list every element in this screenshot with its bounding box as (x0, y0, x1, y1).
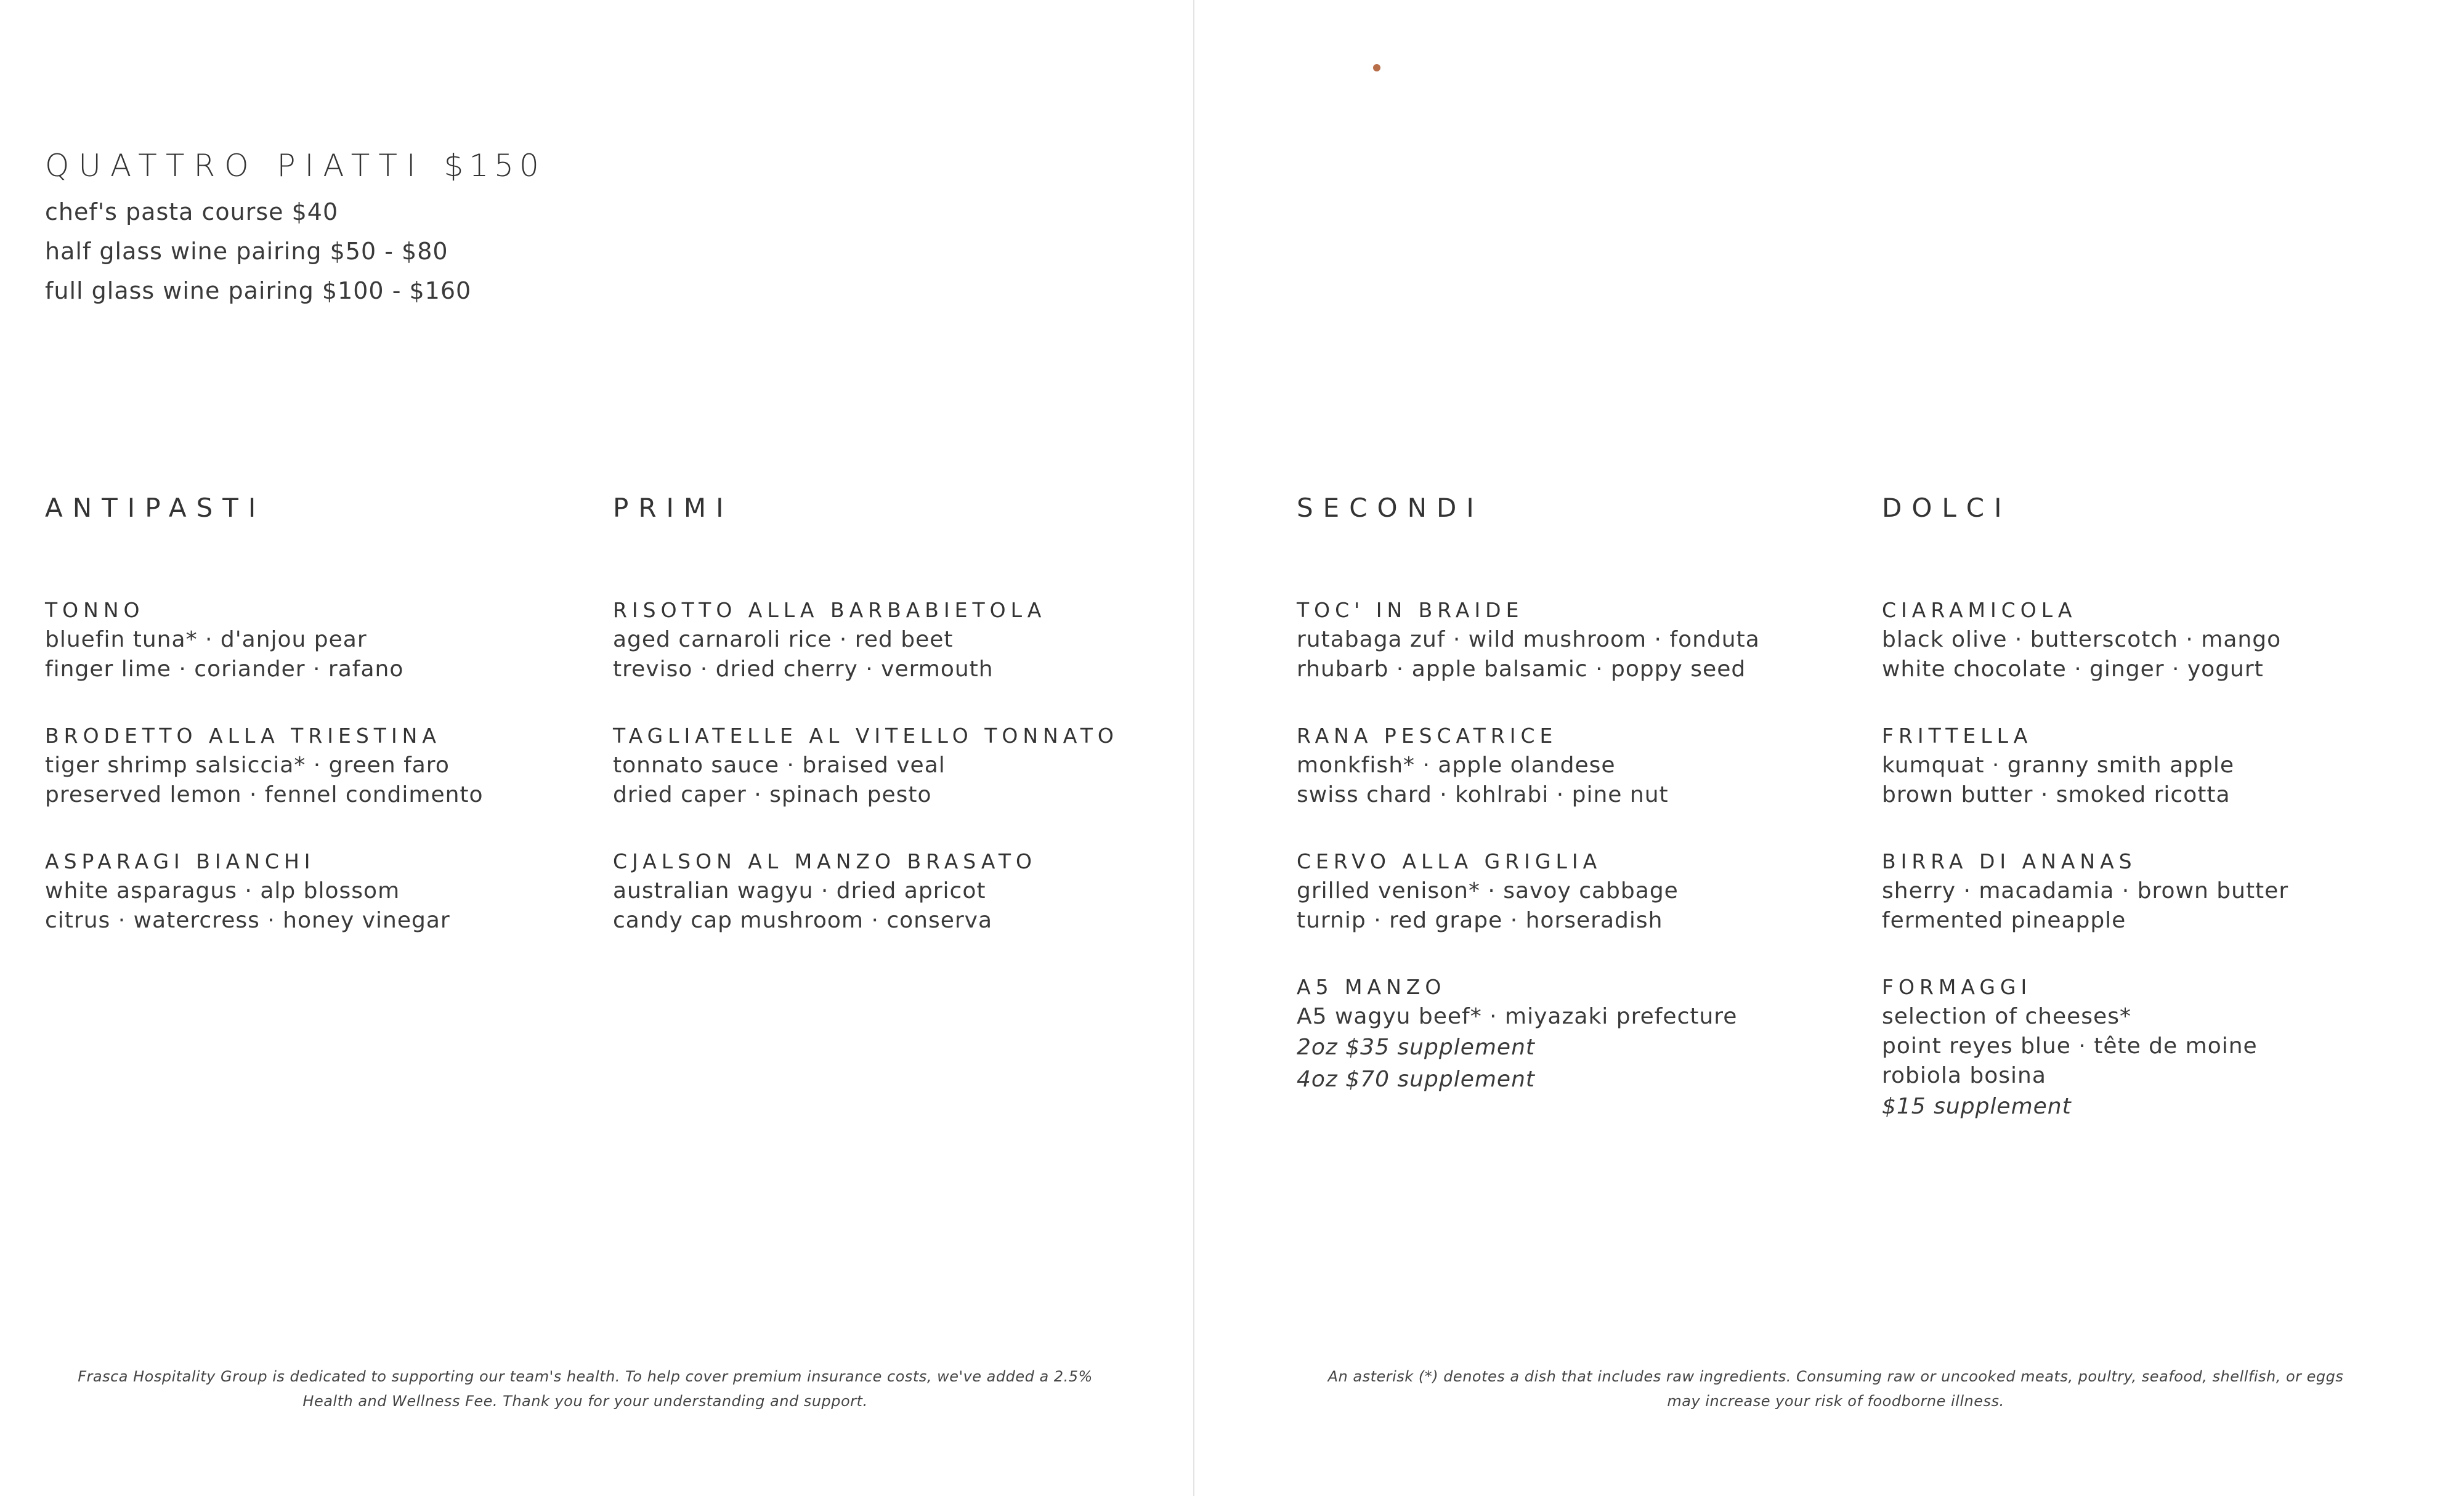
dish-description: bluefin tuna* · d'anjou pear (45, 627, 367, 652)
dish-name: RANA PESCATRICE (1297, 724, 1558, 748)
dish-description: fermented pineapple (1882, 908, 2126, 933)
footer-line: An asterisk (*) denotes a dish that includes raw ingredients. Consuming raw or uncooked meats, poultry, seafood, shellfish, or eggs (1327, 1368, 2344, 1385)
dish-description: monkfish* · apple olandese (1297, 753, 1616, 778)
footer-line: Health and Wellness Fee. Thank you for your understanding and support. (302, 1393, 868, 1410)
dish-description: A5 wagyu beef* · miyazaki prefecture (1297, 1004, 1738, 1029)
dish-description: white chocolate · ginger · yogurt (1882, 657, 2264, 682)
dish (45, 721, 599, 810)
dish-description: grilled venison* · savoy cabbage (1297, 878, 1679, 904)
dish-description: selection of cheeses* (1882, 1004, 2131, 1029)
dish (1882, 847, 2436, 936)
dish-name: A5 MANZO (1297, 975, 1446, 999)
dish (45, 596, 599, 684)
dish-description: sherry · macadamia · brown butter (1882, 878, 2289, 904)
dish-description: turnip · red grape · horseradish (1297, 908, 1663, 933)
dish-description: rhubarb · apple balsamic · poppy seed (1297, 657, 1746, 682)
dish-supplement: $15 supplement (1882, 1094, 2072, 1119)
dish (613, 596, 1167, 684)
section-title: SECONDI (1297, 493, 1484, 523)
footer-raw-food-notice (1269, 1364, 2402, 1413)
dish-description: robiola bosina (1882, 1063, 2046, 1088)
dish-description: treviso · dried cherry · vermouth (613, 657, 994, 682)
dish-description: finger lime · coriander · rafano (45, 657, 404, 682)
dish-description: white asparagus · alp blossom (45, 878, 400, 904)
dish-description: dried caper · spinach pesto (613, 782, 932, 807)
dish-supplement: 2oz $35 supplement (1297, 1035, 1535, 1060)
section-secondi (1297, 493, 1851, 1133)
page-fold-divider (1193, 0, 1194, 1496)
dish-name: FRITTELLA (1882, 724, 2033, 748)
dish-description: preserved lemon · fennel condimento (45, 782, 484, 807)
dish (1882, 972, 2436, 1123)
dish-name: TONNO (45, 598, 145, 622)
addon-item: chef's pasta course $40 (45, 198, 339, 225)
section-dolci (1882, 493, 2436, 1160)
menu-title-text: QUATTRO PIATTI (45, 148, 425, 184)
dish-description: swiss chard · kohlrabi · pine nut (1297, 782, 1669, 807)
dish-name: CERVO ALLA GRIGLIA (1297, 849, 1602, 873)
dish-description: kumquat · granny smith apple (1882, 753, 2235, 778)
dish-description: aged carnaroli rice · red beet (613, 627, 954, 652)
dish (1297, 847, 1851, 936)
dish-name: BRODETTO ALLA TRIESTINA (45, 724, 441, 748)
dish (1297, 972, 1851, 1096)
dish-name: FORMAGGI (1882, 975, 2032, 999)
dish (1882, 721, 2436, 810)
section-primi (613, 493, 1167, 972)
paper-speck (1373, 64, 1380, 71)
dish-description: brown butter · smoked ricotta (1882, 782, 2231, 807)
menu-header (45, 148, 545, 310)
section-title: PRIMI (613, 493, 734, 523)
dish-description: point reyes blue · tête de moine (1882, 1033, 2258, 1059)
section-antipasti (45, 493, 599, 972)
dish-name: TAGLIATELLE AL VITELLO TONNATO (613, 724, 1119, 748)
dish-description: tonnato sauce · braised veal (613, 753, 946, 778)
dish (1882, 596, 2436, 684)
dish-name: BIRRA DI ANANAS (1882, 849, 2137, 873)
dish-name: CIARAMICOLA (1882, 598, 2077, 622)
dish-description: citrus · watercress · honey vinegar (45, 908, 450, 933)
dish-supplement: 4oz $70 supplement (1297, 1067, 1535, 1092)
dish-description: tiger shrimp salsiccia* · green faro (45, 753, 450, 778)
dish-description: candy cap mushroom · conserva (613, 908, 993, 933)
addon-item: half glass wine pairing $50 - $80 (45, 238, 448, 265)
section-title: DOLCI (1882, 493, 2012, 523)
addon-item: full glass wine pairing $100 - $160 (45, 277, 472, 304)
dish-description: rutabaga zuf · wild mushroom · fonduta (1297, 627, 1760, 652)
menu-title (45, 148, 545, 184)
dish-description: black olive · butterscotch · mango (1882, 627, 2282, 652)
footer-wellness-note (37, 1364, 1133, 1413)
footer-line: Frasca Hospitality Group is dedicated to supporting our team's health. To help cover premium insurance costs, we've added a 2.5% (78, 1368, 1093, 1385)
footer-line: may increase your risk of foodborne illness. (1667, 1393, 2004, 1410)
dish-name: RISOTTO ALLA BARBABIETOLA (613, 598, 1047, 622)
dish (613, 847, 1167, 936)
dish-name: TOC' IN BRAIDE (1297, 598, 1524, 622)
dish (613, 721, 1167, 810)
dish-name: ASPARAGI BIANCHI (45, 849, 315, 873)
menu-title-price: $150 (444, 148, 545, 184)
dish (1297, 721, 1851, 810)
dish-name: CJALSON AL MANZO BRASATO (613, 849, 1037, 873)
dish (1297, 596, 1851, 684)
section-title: ANTIPASTI (45, 493, 266, 523)
dish (45, 847, 599, 936)
dish-description: australian wagyu · dried apricot (613, 878, 986, 904)
